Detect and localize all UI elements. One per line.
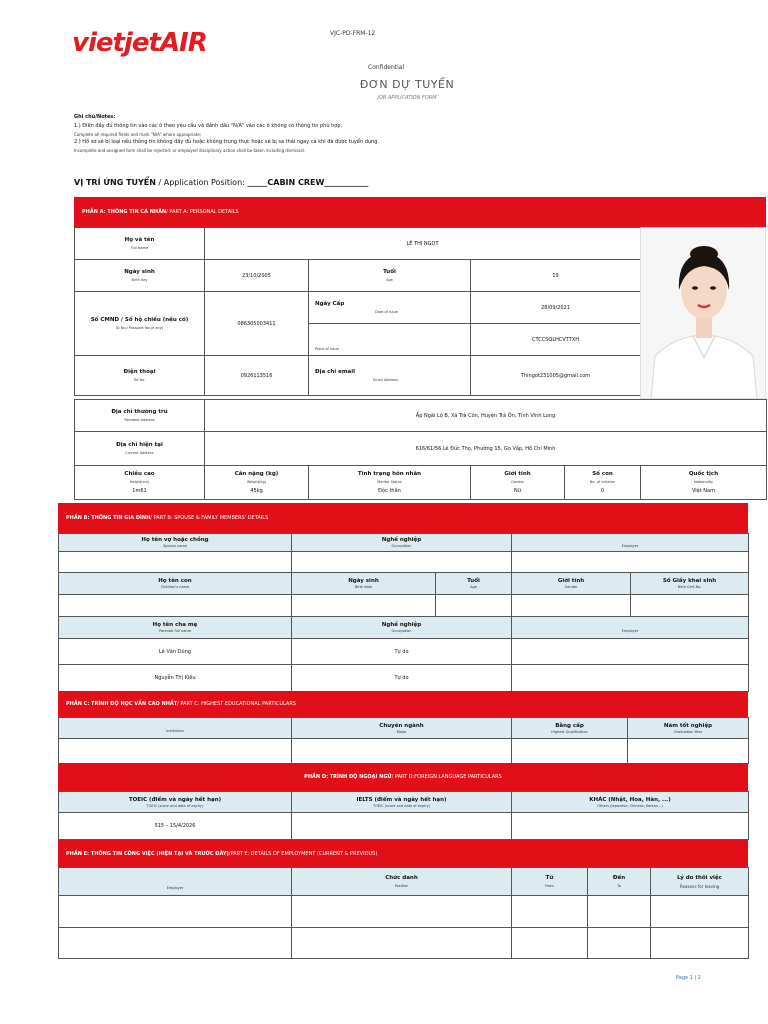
form-subtitle: JOB APPLICATION FORM bbox=[377, 95, 437, 101]
phone-value: 0926113516 bbox=[205, 356, 309, 396]
confidential-label: Confidential bbox=[368, 64, 405, 71]
application-position bbox=[74, 178, 368, 187]
issue-date-label: Ngày Cấp Date of issue bbox=[309, 292, 471, 324]
part-a-band bbox=[74, 197, 766, 227]
institution-header: Institution bbox=[59, 718, 292, 739]
part-a-stats-table bbox=[74, 465, 767, 500]
child-gender-cell bbox=[512, 595, 631, 617]
issue-place-label: Place of issue bbox=[309, 324, 471, 356]
graduation-cell bbox=[628, 739, 749, 764]
parent-2-employer bbox=[512, 665, 749, 692]
part-c-table bbox=[58, 717, 749, 764]
from-cell-2 bbox=[512, 928, 588, 959]
part-b-spouse-table bbox=[58, 533, 749, 573]
other-language-value bbox=[512, 813, 749, 840]
part-a-title-en: / PART A: PERSONAL DETAILS bbox=[166, 209, 239, 215]
position-label-en: / Application Position: bbox=[155, 178, 248, 187]
part-b-band bbox=[58, 503, 748, 533]
parent-employer-header: Employer bbox=[512, 617, 749, 639]
position-cell-2 bbox=[292, 928, 512, 959]
child-dob-cell bbox=[292, 595, 436, 617]
to-header: Đến To bbox=[588, 868, 651, 896]
fullname-label: Họ và tên Full Name bbox=[75, 228, 205, 260]
perm-address-value: Ấp Ngãi Lộ B, Xã Trà Côn, Huyện Trà Ôn, Tỉnh Vĩnh Long bbox=[205, 400, 767, 432]
employer-cell-1 bbox=[59, 896, 292, 928]
degree-header: Bằng cấp Highest Qualification bbox=[512, 718, 628, 739]
part-e-table bbox=[58, 867, 749, 959]
spouse-header: Họ tên vợ hoặc chồng Spouse name bbox=[59, 534, 292, 552]
perm-address-label: Địa chỉ thường trú Resident Address bbox=[75, 400, 205, 432]
ielts-header: IELTS (điểm và ngày hết hạn) TOEIC (score and date of expiry) bbox=[292, 792, 512, 813]
part-c-title-en: / PART C: HIGHEST EDUCATIONAL PARTICULARS bbox=[177, 701, 296, 707]
email-label: Địa chỉ email Email Address bbox=[309, 356, 471, 396]
parent-1-occupation: Tự do bbox=[292, 639, 512, 665]
age-value: 19 bbox=[471, 260, 641, 292]
part-d-band bbox=[58, 763, 748, 791]
part-b-parents-table bbox=[58, 616, 749, 692]
nationality-cell: Quốc tịch Nationality Việt Nam bbox=[641, 466, 767, 500]
child-cert-header: Số Giấy khai sinh Birth Cert.No. bbox=[631, 573, 749, 595]
dob-value: 23/10/2005 bbox=[205, 260, 309, 292]
fullname-value: LÊ THỊ NGỌT bbox=[205, 228, 641, 260]
part-e-title-en: /PART E: DETAILS OF EMPLOYMENT (CURRENT & PREVIOUS) bbox=[228, 850, 378, 857]
toeic-header: TOEIC (điểm và ngày hết hạn) TOEIC (score and date of expiry) bbox=[59, 792, 292, 813]
institution-cell bbox=[59, 739, 292, 764]
part-b-title-vn: PHẦN B: THÔNG TIN GIA ĐÌNH bbox=[66, 515, 151, 521]
part-a-table bbox=[74, 227, 641, 396]
other-language-header: KHÁC (Nhật, Hoa, Hàn, ...) Others (Japanese, Chinese, Korean...) bbox=[512, 792, 749, 813]
job-position-header: Chức danh Position bbox=[292, 868, 512, 896]
to-cell-2 bbox=[588, 928, 651, 959]
part-d-title-vn: PHẦN D: TRÌNH ĐỘ NGOẠI NGỮ bbox=[304, 774, 392, 780]
position-value: _____CABIN CREW___________ bbox=[247, 178, 369, 187]
part-e-band bbox=[58, 840, 748, 867]
part-a-address-table bbox=[74, 399, 767, 466]
part-a-title-vn: PHẦN A: THÔNG TIN CÁ NHÂN bbox=[82, 209, 167, 215]
issue-place-value: CTCCSQLHCVTTXH bbox=[471, 324, 641, 356]
children-cell: Số con No. of children 0 bbox=[565, 466, 641, 500]
parent-1-employer bbox=[512, 639, 749, 665]
note-2-en: Incomplete and unsigned form shall be rejected; or employed disciplinary action shall be taken including dismissal. bbox=[74, 148, 306, 153]
child-age-header: Tuổi Age bbox=[436, 573, 512, 595]
parent-1-name: Lê Văn Dũng bbox=[59, 639, 292, 665]
curr-address-value: 616/61/56 Lê Đức Thọ, Phường 15, Gò Vấp, Hồ Chí Minh bbox=[205, 432, 767, 466]
degree-cell bbox=[512, 739, 628, 764]
position-cell-1 bbox=[292, 896, 512, 928]
phone-label: Điện thoại Tel No. bbox=[75, 356, 205, 396]
id-label: Số CMND / Số hộ chiếu (nếu có) ID No./ Passport No.(if any) bbox=[75, 292, 205, 356]
dob-label: Ngày sinh Birth day bbox=[75, 260, 205, 292]
graduation-header: Năm tốt nghiệp Graduation Year bbox=[628, 718, 749, 739]
spouse-occupation-header: Nghề nghiệp Occupation bbox=[292, 534, 512, 552]
major-cell bbox=[292, 739, 512, 764]
issue-date-value: 28/09/2021 bbox=[471, 292, 641, 324]
reason-cell-1 bbox=[651, 896, 749, 928]
gender-cell: Giới tính Gender Nữ bbox=[471, 466, 565, 500]
note-1: 1.) Điền đầy đủ thông tin vào các ô theo yêu cầu và đánh dấu "N/A" vào các ô không có thông tin phù hợp; bbox=[74, 123, 343, 129]
spouse-employer-cell bbox=[512, 552, 749, 573]
age-label: Tuổi Age bbox=[309, 260, 471, 292]
from-header: Từ From bbox=[512, 868, 588, 896]
child-gender-header: Giới tính Gender bbox=[512, 573, 631, 595]
child-age-cell bbox=[436, 595, 512, 617]
part-d-table bbox=[58, 791, 749, 840]
part-d-title-en: / PART D:FOREIGN LANGUAGE PARTICULARS bbox=[391, 774, 502, 780]
spouse-name-cell bbox=[59, 552, 292, 573]
part-c-title-vn: PHẦN C: TRÌNH ĐỘ HỌC VẤN CAO NHẤT bbox=[66, 701, 178, 707]
email-value: Thingot231005@gmail.com bbox=[471, 356, 641, 396]
portrait-image bbox=[641, 228, 766, 399]
marital-cell: Tình trạng hôn nhân Marital Status Độc thân bbox=[309, 466, 471, 500]
child-name-cell bbox=[59, 595, 292, 617]
major-header: Chuyên ngành Major bbox=[292, 718, 512, 739]
curr-address-label: Địa chỉ hiện tại Current Address bbox=[75, 432, 205, 466]
spouse-employer-header: Employer bbox=[512, 534, 749, 552]
part-b-title-en: / PART B: SPOUSE & FAMILY MEMBERS' DETAILS bbox=[150, 515, 269, 521]
note-1-en: Complete all required fields and mark "N/A" where appropriate; bbox=[74, 132, 202, 137]
applicant-photo bbox=[640, 227, 766, 399]
weight-cell: Cân nặng (kg) Weight(kg) 45kg bbox=[205, 466, 309, 500]
notes bbox=[74, 113, 379, 154]
vietjet-logo: vietjetAIR bbox=[72, 28, 207, 58]
height-cell: Chiều cao Height(cm) 1m61 bbox=[75, 466, 205, 500]
parent-2-occupation: Tự do bbox=[292, 665, 512, 692]
reason-cell-2 bbox=[651, 928, 749, 959]
ielts-value bbox=[292, 813, 512, 840]
form-code: VJC-PD-FRM-12 bbox=[330, 30, 376, 37]
page-number: Page 1 | 2 bbox=[676, 975, 701, 981]
form-title: ĐƠN DỰ TUYỂN bbox=[359, 78, 455, 91]
part-e-title-vn: PHẦN E: THÔNG TIN CÔNG VIỆC (HIỆN TẠI VÀ TRƯỚC ĐÂY) bbox=[66, 850, 229, 857]
employer-cell-2 bbox=[59, 928, 292, 959]
child-cert-cell bbox=[631, 595, 749, 617]
child-dob-header: Ngày sinh Birth date bbox=[292, 573, 436, 595]
parent-2-name: Nguyễn Thị Kiều bbox=[59, 665, 292, 692]
notes-heading: Ghi chú/Notes: bbox=[74, 114, 116, 120]
toeic-value: 515 – 15/4/2026 bbox=[59, 813, 292, 840]
parent-name-header: Họ tên cha mẹ Parental full name bbox=[59, 617, 292, 639]
parent-occupation-header: Nghề nghiệp Occupation bbox=[292, 617, 512, 639]
reason-header: Lý do thôi việc Reasons for leaving bbox=[651, 868, 749, 896]
id-value: 086305003411 bbox=[205, 292, 309, 356]
position-label-vn: VỊ TRÍ ỨNG TUYỂN bbox=[74, 178, 156, 187]
employer-header: Employer bbox=[59, 868, 292, 896]
part-c-band bbox=[58, 691, 748, 717]
note-2: 2.) Hồ sơ sẽ bị loại nếu thông tin không đầy đủ hoặc không trung thực hoặc sẽ bị sa thải ngay cả khi đã được tuyển dụng. bbox=[74, 139, 379, 145]
to-cell-1 bbox=[588, 896, 651, 928]
child-name-header: Họ tên con Children's name bbox=[59, 573, 292, 595]
from-cell-1 bbox=[512, 896, 588, 928]
part-b-children-table bbox=[58, 572, 749, 617]
spouse-occupation-cell bbox=[292, 552, 512, 573]
